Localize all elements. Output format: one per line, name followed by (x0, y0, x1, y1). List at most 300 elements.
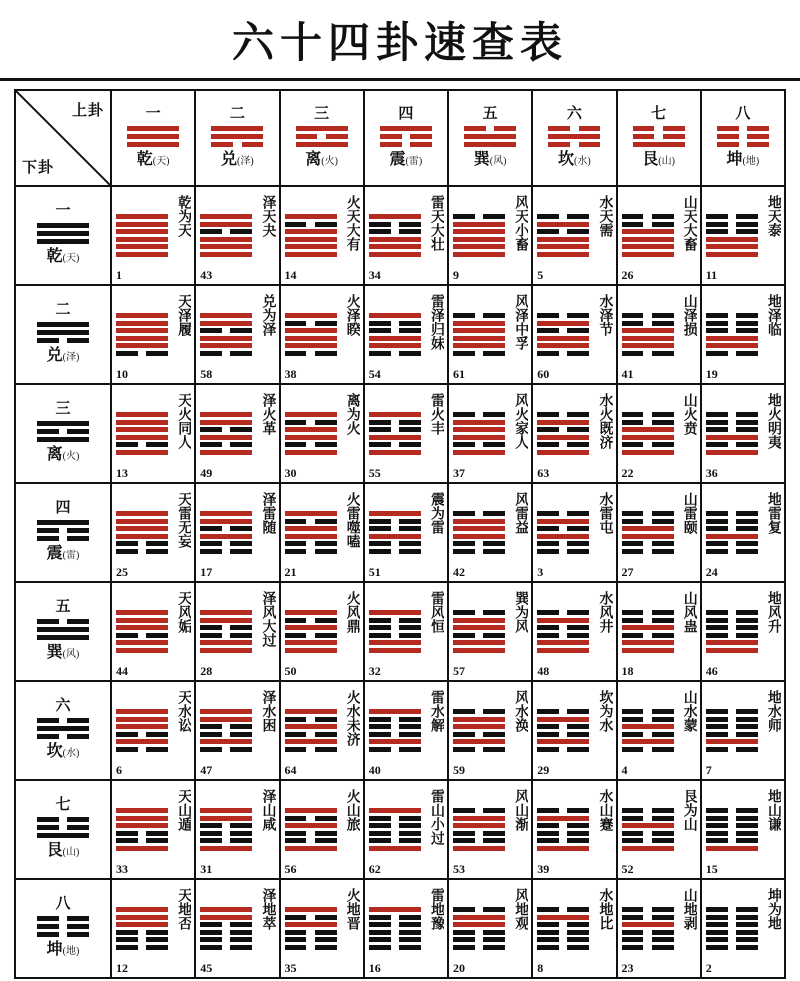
trigram-glyph (37, 718, 89, 739)
hexagram-cell[interactable] (448, 780, 532, 879)
yin-line (200, 633, 252, 638)
hexagram-number: 38 (284, 367, 297, 381)
yang-line (622, 450, 674, 455)
hexagram-cell[interactable] (111, 582, 195, 681)
hexagram-cell[interactable] (364, 186, 448, 285)
hexagram-name: 泽雷随 (260, 491, 276, 534)
hexagram-cell[interactable] (280, 780, 364, 879)
hexagram-cell-content (533, 880, 615, 977)
yang-line (706, 435, 758, 440)
hexagram-number: 13 (116, 466, 128, 480)
hexagram-cell[interactable] (701, 285, 785, 384)
hexagram-cell[interactable] (195, 780, 279, 879)
yang-line (37, 330, 89, 335)
hexagram-cell[interactable] (195, 285, 279, 384)
yang-line (622, 534, 674, 539)
hexagram-name: 山风蛊 (681, 590, 697, 633)
yin-line (369, 222, 421, 227)
table-row (15, 780, 785, 879)
yang-line (116, 412, 168, 417)
yang-line (453, 244, 505, 249)
yang-line (537, 739, 589, 744)
hexagram-cell[interactable] (448, 582, 532, 681)
yin-line (537, 831, 589, 836)
hexagram-name: 雷天大壮 (429, 194, 444, 251)
hexagram-lookup-table (14, 89, 786, 979)
yin-line (622, 907, 674, 912)
hexagram-name: 火天大有 (344, 194, 360, 251)
yin-line (285, 816, 337, 821)
hexagram-name: 天雷无妄 (176, 491, 192, 548)
yin-line (116, 541, 168, 546)
yin-line (200, 549, 252, 554)
hexagram-glyph (537, 806, 589, 854)
hexagram-number: 29 (537, 763, 550, 777)
hexagram-name: 雷地豫 (429, 887, 444, 930)
yin-line (200, 838, 252, 843)
hexagram-glyph (706, 410, 758, 458)
yin-line (622, 511, 674, 516)
hexagram-glyph (116, 509, 168, 557)
row-header-震 (15, 483, 111, 582)
hexagram-cell[interactable] (532, 681, 616, 780)
yin-line (200, 724, 252, 729)
yin-line (453, 412, 505, 417)
yin-line (200, 922, 252, 927)
hexagram-cell[interactable] (617, 582, 701, 681)
yin-line (369, 831, 421, 836)
yin-line (622, 930, 674, 935)
yang-line (200, 435, 252, 440)
hexagram-cell[interactable] (701, 879, 785, 978)
yang-line (200, 846, 252, 851)
yang-line (369, 739, 421, 744)
hexagram-cell[interactable] (280, 483, 364, 582)
hexagram-cell[interactable] (532, 582, 616, 681)
hexagram-cell[interactable] (364, 483, 448, 582)
yang-line (285, 427, 337, 432)
hexagram-glyph (285, 707, 337, 755)
yin-line (37, 817, 89, 822)
hexagram-cell[interactable] (532, 483, 616, 582)
hexagram-number: 62 (368, 862, 381, 876)
hexagram-glyph (453, 212, 505, 260)
yin-line (706, 229, 758, 234)
yang-line (537, 717, 589, 722)
yin-line (537, 922, 589, 927)
yang-line (127, 142, 179, 147)
hexagram-number: 2 (705, 961, 712, 975)
yang-line (37, 833, 89, 838)
trigram-glyph (380, 126, 432, 147)
hexagram-name: 火水未济 (344, 689, 360, 746)
yang-line (200, 511, 252, 516)
hexagram-glyph (369, 410, 421, 458)
yin-line (369, 321, 421, 326)
hexagram-glyph (537, 905, 589, 953)
hexagram-cell[interactable] (617, 186, 701, 285)
yang-line (633, 142, 685, 147)
yang-line (706, 450, 758, 455)
hexagram-cell[interactable] (532, 780, 616, 879)
yin-line (717, 134, 769, 139)
hexagram-name: 风地观 (513, 887, 529, 930)
hexagram-name: 地风升 (766, 590, 781, 633)
yang-line (37, 627, 89, 632)
yang-line (200, 244, 252, 249)
hexagram-cell[interactable] (701, 384, 785, 483)
hexagram-name: 雷火丰 (429, 392, 444, 435)
yang-line (285, 412, 337, 417)
yang-line (116, 237, 168, 242)
yin-line (453, 351, 505, 356)
row-trigram-name: 离(火) (46, 446, 80, 463)
hexagram-cell[interactable] (364, 582, 448, 681)
yin-line (369, 541, 421, 546)
hexagram-cell[interactable] (532, 384, 616, 483)
hexagram-glyph (453, 806, 505, 854)
yang-line (200, 343, 252, 348)
hexagram-glyph (706, 806, 758, 854)
yang-line (453, 328, 505, 333)
column-trigram-name: 坤(地) (726, 150, 760, 168)
axis-corner-cell (15, 90, 111, 186)
hexagram-cell[interactable] (448, 483, 532, 582)
hexagram-cell[interactable] (195, 681, 279, 780)
hexagram-cell[interactable] (532, 285, 616, 384)
hexagram-name: 水风井 (597, 590, 613, 633)
yang-line (537, 244, 589, 249)
yin-line (453, 808, 505, 813)
yin-line (285, 831, 337, 836)
hexagram-glyph (369, 905, 421, 953)
yin-line (706, 915, 758, 920)
yin-line (116, 937, 168, 942)
hexagram-cell[interactable] (617, 483, 701, 582)
hexagram-cell[interactable] (195, 384, 279, 483)
hexagram-cell[interactable] (195, 483, 279, 582)
hexagram-name: 风山渐 (513, 788, 529, 831)
yang-line (464, 142, 516, 147)
hexagram-name: 山泽损 (681, 293, 697, 336)
yin-line (37, 718, 89, 723)
hexagram-cell[interactable] (280, 384, 364, 483)
hexagram-name: 山水蒙 (681, 689, 697, 732)
yin-line (369, 922, 421, 927)
hexagram-cell[interactable] (617, 780, 701, 879)
hexagram-cell[interactable] (701, 483, 785, 582)
yang-line (537, 321, 589, 326)
hexagram-number: 1 (116, 268, 122, 282)
hexagram-name: 风天小畜 (513, 194, 529, 251)
yang-line (285, 511, 337, 516)
hexagram-cell[interactable] (111, 681, 195, 780)
hexagram-glyph (706, 311, 758, 359)
yin-line (453, 838, 505, 843)
yang-line (706, 648, 758, 653)
hexagram-cell[interactable] (111, 483, 195, 582)
hexagram-glyph (706, 212, 758, 260)
yin-line (622, 618, 674, 623)
yin-line (706, 313, 758, 318)
yin-line (116, 838, 168, 843)
hexagram-cell[interactable] (111, 186, 195, 285)
yin-line (116, 442, 168, 447)
yang-line (537, 534, 589, 539)
trigram-glyph (464, 126, 516, 147)
yin-line (717, 126, 769, 131)
hexagram-cell[interactable] (111, 879, 195, 978)
hexagram-number: 63 (537, 466, 550, 480)
yin-line (537, 732, 589, 737)
yin-line (706, 732, 758, 737)
yang-line (622, 526, 674, 531)
yang-line (622, 237, 674, 242)
row-header-坎 (15, 681, 111, 780)
hexagram-name: 震为雷 (429, 491, 444, 534)
yang-line (706, 336, 758, 341)
hexagram-glyph (369, 806, 421, 854)
yang-line (453, 343, 505, 348)
yang-line (285, 244, 337, 249)
yang-line (622, 648, 674, 653)
hexagram-cell[interactable] (364, 879, 448, 978)
yang-line (116, 420, 168, 425)
yin-line (285, 732, 337, 737)
yin-line (369, 442, 421, 447)
hexagram-cell[interactable] (701, 582, 785, 681)
hexagram-cell[interactable] (280, 582, 364, 681)
hexagram-glyph (537, 311, 589, 359)
hexagram-cell[interactable] (280, 285, 364, 384)
hexagram-glyph (200, 410, 252, 458)
yang-line (200, 648, 252, 653)
hexagram-number: 57 (453, 664, 465, 678)
yin-line (369, 526, 421, 531)
yang-line (285, 328, 337, 333)
yang-line (622, 846, 674, 851)
yang-line (369, 252, 421, 257)
yin-line (453, 937, 505, 942)
row-header-坤 (15, 879, 111, 978)
yang-line (537, 336, 589, 341)
yin-line (706, 709, 758, 714)
hexagram-cell[interactable] (111, 285, 195, 384)
hexagram-cell[interactable] (617, 681, 701, 780)
yang-line (200, 640, 252, 645)
yang-line (296, 126, 348, 131)
hexagram-name: 兑为泽 (260, 293, 276, 336)
hexagram-glyph (285, 509, 337, 557)
trigram-glyph (127, 126, 179, 147)
hexagram-name: 地天泰 (766, 194, 781, 237)
yin-line (285, 519, 337, 524)
yang-line (537, 450, 589, 455)
hexagram-number: 23 (621, 961, 634, 975)
yin-line (200, 229, 252, 234)
hexagram-number: 8 (537, 961, 544, 975)
upper-trigram-axis-label: 上卦 (71, 102, 104, 119)
trigram-glyph (37, 817, 89, 838)
yin-line (706, 214, 758, 219)
yin-line (285, 747, 337, 752)
yang-line (116, 717, 168, 722)
hexagram-cell[interactable] (701, 681, 785, 780)
yang-line (200, 534, 252, 539)
yin-line (453, 633, 505, 638)
yang-line (464, 134, 516, 139)
yin-line (706, 633, 758, 638)
hexagram-name: 地山谦 (766, 788, 781, 831)
hexagram-cell[interactable] (280, 186, 364, 285)
yin-line (116, 732, 168, 737)
hexagram-name: 天地否 (176, 887, 192, 930)
yang-line (37, 520, 89, 525)
hexagram-cell[interactable] (617, 285, 701, 384)
yang-line (200, 313, 252, 318)
yang-line (200, 222, 252, 227)
yin-line (285, 945, 337, 950)
yin-line (706, 930, 758, 935)
hexagram-cell[interactable] (364, 780, 448, 879)
hexagram-glyph (285, 212, 337, 260)
hexagram-glyph (622, 509, 674, 557)
yin-line (537, 633, 589, 638)
hexagram-cell[interactable] (448, 384, 532, 483)
hexagram-name: 风雷益 (513, 491, 529, 534)
hexagram-cell-content (702, 682, 784, 779)
yin-line (200, 945, 252, 950)
yang-line (369, 640, 421, 645)
yang-line (200, 816, 252, 821)
hexagram-name: 火山旅 (344, 788, 360, 831)
hexagram-cell[interactable] (617, 384, 701, 483)
yang-line (453, 321, 505, 326)
row-index-label: 六 (55, 698, 71, 714)
hexagram-cell[interactable] (111, 780, 195, 879)
yang-line (116, 511, 168, 516)
yang-line (200, 519, 252, 524)
hexagram-cell-content (618, 682, 700, 779)
yin-line (285, 618, 337, 623)
hexagram-cell[interactable] (448, 681, 532, 780)
yang-line (380, 126, 432, 131)
hexagram-name: 泽水困 (260, 689, 276, 732)
yin-line (37, 338, 89, 343)
hexagram-cell-content (112, 682, 194, 779)
hexagram-cell[interactable] (195, 582, 279, 681)
yin-line (537, 351, 589, 356)
yin-line (200, 747, 252, 752)
yin-line (706, 321, 758, 326)
hexagram-cell[interactable] (195, 879, 279, 978)
hexagram-cell[interactable] (364, 285, 448, 384)
yin-line (453, 930, 505, 935)
yang-line (453, 717, 505, 722)
title-divider (0, 78, 800, 81)
yin-line (622, 937, 674, 942)
hexagram-name: 水山蹇 (597, 788, 613, 831)
yang-line (285, 724, 337, 729)
hexagram-glyph (200, 212, 252, 260)
yin-line (537, 214, 589, 219)
hexagram-cell[interactable] (448, 186, 532, 285)
row-trigram-name: 坤(地) (46, 941, 80, 958)
hexagram-name: 天风姤 (176, 590, 192, 633)
yin-line (706, 717, 758, 722)
yin-line (200, 442, 252, 447)
yin-line (285, 351, 337, 356)
yin-line (537, 229, 589, 234)
yang-line (453, 922, 505, 927)
yin-line (369, 816, 421, 821)
yang-line (116, 519, 168, 524)
hexagram-cell[interactable] (111, 384, 195, 483)
trigram-glyph (37, 322, 89, 343)
hexagram-cell[interactable] (617, 879, 701, 978)
yin-line (706, 823, 758, 828)
yin-line (285, 937, 337, 942)
yin-line (369, 519, 421, 524)
hexagram-cell-content (702, 880, 784, 977)
yang-line (37, 437, 89, 442)
hexagram-cell[interactable] (532, 879, 616, 978)
yang-line (453, 336, 505, 341)
hexagram-cell[interactable] (448, 879, 532, 978)
hexagram-glyph (285, 311, 337, 359)
hexagram-cell[interactable] (701, 780, 785, 879)
yang-line (116, 229, 168, 234)
hexagram-glyph (200, 806, 252, 854)
hexagram-name: 天山遁 (176, 788, 192, 831)
yang-line (285, 640, 337, 645)
yang-line (622, 435, 674, 440)
yin-line (453, 549, 505, 554)
hexagram-cell[interactable] (364, 681, 448, 780)
yang-line (369, 648, 421, 653)
hexagram-number: 28 (200, 664, 213, 678)
hexagram-cell[interactable] (364, 384, 448, 483)
hexagram-cell[interactable] (701, 186, 785, 285)
hexagram-number: 49 (200, 466, 213, 480)
yin-line (622, 816, 674, 821)
column-header-兑 (195, 90, 279, 186)
table-row (15, 384, 785, 483)
hexagram-cell[interactable] (195, 186, 279, 285)
row-index-label: 五 (55, 599, 71, 615)
yin-line (548, 142, 600, 147)
hexagram-cell[interactable] (280, 879, 364, 978)
yang-line (285, 450, 337, 455)
hexagram-name: 风水涣 (513, 689, 529, 732)
hexagram-cell[interactable] (448, 285, 532, 384)
yin-line (285, 549, 337, 554)
yang-line (116, 610, 168, 615)
hexagram-name: 乾为天 (176, 194, 192, 237)
yang-line (453, 915, 505, 920)
yang-line (369, 610, 421, 615)
yang-line (369, 412, 421, 417)
yang-line (285, 907, 337, 912)
column-index-label: 八 (735, 105, 751, 122)
column-trigram-name: 震(雷) (389, 150, 423, 168)
hexagram-cell[interactable] (532, 186, 616, 285)
column-trigram-name: 乾(天) (136, 150, 170, 168)
trigram-glyph (296, 126, 348, 147)
hexagram-name: 地泽临 (766, 293, 781, 336)
hexagram-cell[interactable] (280, 681, 364, 780)
yang-line (537, 648, 589, 653)
